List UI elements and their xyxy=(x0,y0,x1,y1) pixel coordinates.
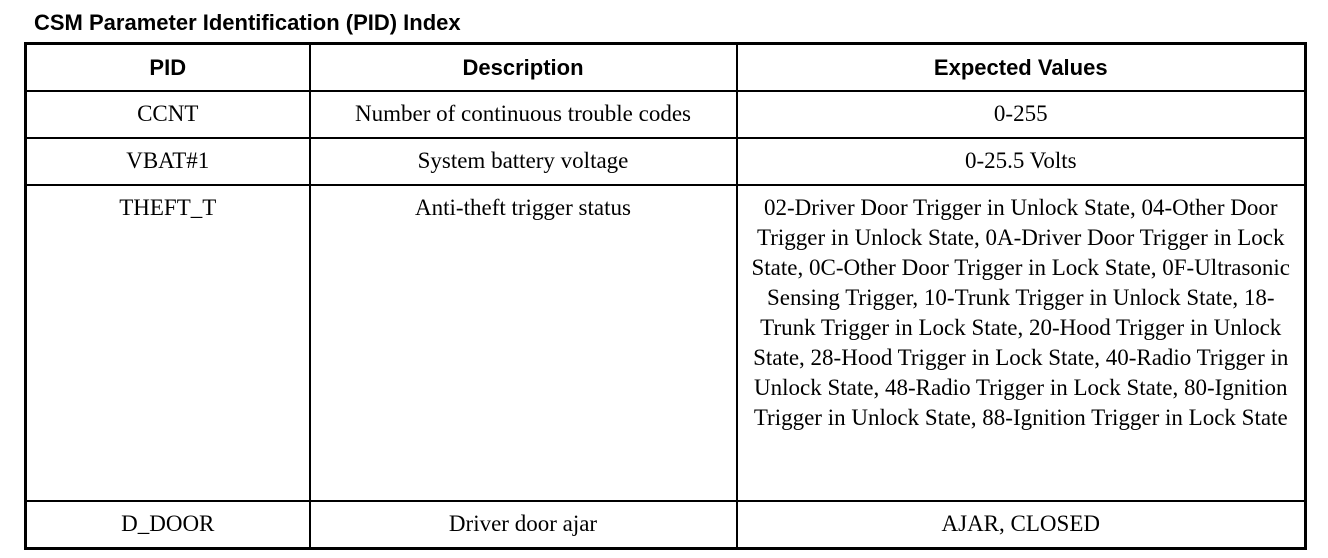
expected-values-cell: AJAR, CLOSED xyxy=(737,501,1306,549)
column-header-expected-values: Expected Values xyxy=(737,44,1306,92)
description-cell: Anti-theft trigger status xyxy=(310,185,737,501)
expected-values-cell: 0-25.5 Volts xyxy=(737,138,1306,185)
table-row xyxy=(26,91,1306,138)
pid-cell: THEFT_T xyxy=(26,185,310,501)
column-header-pid: PID xyxy=(26,44,310,92)
table-row xyxy=(26,501,1306,549)
page-title: CSM Parameter Identification (PID) Index xyxy=(34,10,461,35)
expected-values-cell: 02-Driver Door Trigger in Unlock State, 04-Other Door Trigger in Unlock State, 0A-Driver Door Trigger in Lock State, 0C-Other Door Trigger in Lock State, 0F-Ultrasonic Sensing Trigger, 10-Trunk Trigger in Unlock State, 18-Trunk Trigger in Lock State, 20-Hood Trigger in Unlock State, 28-Hood Trigger in Lock State, 40-Radio Trigger in Unlock State, 48-Radio Trigger in Lock State, 80-Ignition Trigger in Unlock State, 88-Ignition Trigger in Lock State xyxy=(737,185,1306,501)
table-row xyxy=(26,138,1306,185)
table-row xyxy=(26,185,1306,501)
description-cell: System battery voltage xyxy=(310,138,737,185)
pid-cell: D_DOOR xyxy=(26,501,310,549)
table-header-row xyxy=(26,44,1306,92)
pid-index-table xyxy=(24,42,1307,550)
column-header-description: Description xyxy=(310,44,737,92)
pid-cell: VBAT#1 xyxy=(26,138,310,185)
description-cell: Number of continuous trouble codes xyxy=(310,91,737,138)
expected-values-cell: 0-255 xyxy=(737,91,1306,138)
description-cell: Driver door ajar xyxy=(310,501,737,549)
pid-cell: CCNT xyxy=(26,91,310,138)
